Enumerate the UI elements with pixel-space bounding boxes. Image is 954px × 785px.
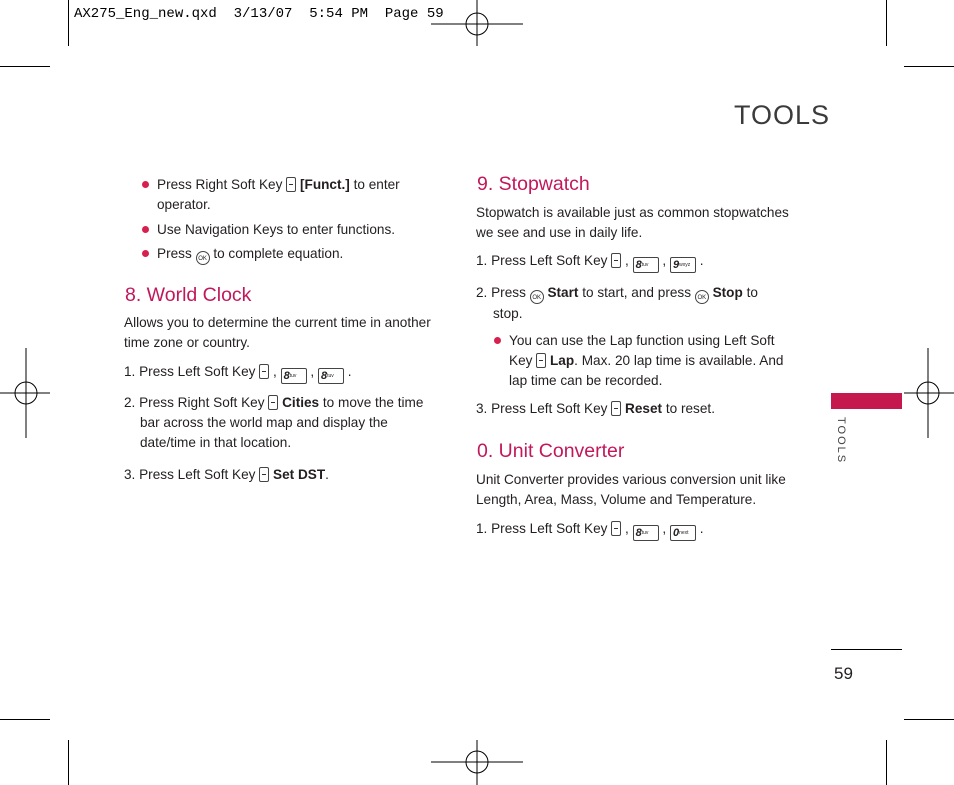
print-slug: AX275_Eng_new.qxd 3/13/07 5:54 PM Page 59: [74, 6, 444, 22]
page-number: 59: [834, 664, 853, 683]
text: to reset.: [665, 401, 715, 416]
text: to enter: [353, 177, 400, 192]
text-bold: Lap: [550, 353, 575, 368]
text: 2. Press: [476, 285, 526, 300]
bullet-nav: Use Navigation Keys to enter functions.: [157, 222, 396, 237]
registration-mark-icon: [0, 348, 50, 438]
text: to: [746, 285, 758, 300]
ok-key-icon: OK: [530, 290, 544, 304]
crop-mark: [886, 0, 887, 46]
heading-unit-converter: 0. Unit Converter: [477, 440, 625, 462]
key-9-icon: 9wxyz: [670, 257, 696, 273]
text: .: [325, 467, 329, 482]
bullet-icon: [494, 337, 501, 344]
text: date/time in that location.: [140, 435, 292, 450]
text-bold: Stop: [712, 285, 743, 300]
text: to complete equation.: [213, 246, 344, 261]
page-title: TOOLS: [733, 100, 830, 130]
text: 3. Press Left Soft Key: [124, 467, 256, 482]
stopwatch-step1: 1. Press Left Soft Key , 8tuv , 9wxyz .: [476, 253, 704, 271]
unit-converter-step1: 1. Press Left Soft Key , 8tuv , 0next .: [476, 521, 704, 539]
crop-mark: [886, 740, 887, 785]
bullet-icon: [142, 250, 149, 257]
text: Press Right Soft Key: [157, 177, 283, 192]
world-clock-step2: [124, 393, 423, 453]
key-8-icon: 8tuv: [633, 257, 659, 273]
text-bold: Start: [547, 285, 579, 300]
text: 1. Press Left Soft Key: [476, 521, 608, 536]
key-0-icon: 0next: [670, 525, 696, 541]
text: Key: [509, 353, 533, 368]
page-number-rule: [831, 649, 902, 650]
crop-mark: [904, 719, 954, 720]
bullet-ok: [157, 244, 343, 265]
text: time zone or country.: [124, 335, 250, 350]
crop-mark: [68, 740, 69, 785]
heading-stopwatch: 9. Stopwatch: [477, 173, 590, 195]
crop-mark: [68, 0, 69, 46]
text: 1. Press Left Soft Key: [476, 253, 608, 268]
soft-key-icon: [611, 521, 621, 536]
text: . Max. 20 lap time is available. And: [574, 353, 784, 368]
world-clock-intro: [124, 313, 431, 353]
soft-key-icon: [259, 467, 269, 482]
text: Length, Area, Mass, Volume and Temperature.: [476, 492, 757, 507]
stopwatch-intro: [476, 203, 789, 243]
text: bar across the world map and display the: [140, 415, 388, 430]
ok-key-icon: OK: [196, 251, 210, 265]
section-tab: [831, 393, 902, 409]
stopwatch-step3: [476, 399, 715, 419]
bullet-icon: [142, 181, 149, 188]
text: Stopwatch is available just as common stopwatches: [476, 205, 789, 220]
registration-mark-icon: [431, 0, 523, 46]
text: Unit Converter provides various conversion unit like: [476, 472, 786, 487]
text: You can use the Lap function using Left Soft: [509, 333, 775, 348]
stopwatch-step2: [476, 283, 758, 324]
world-clock-step1: 1. Press Left Soft Key , 8tuv , 8tuv .: [124, 364, 352, 382]
text: to move the time: [322, 395, 424, 410]
stopwatch-lap-note: [509, 331, 783, 391]
soft-key-icon: [286, 177, 296, 192]
key-8-icon: 8tuv: [633, 525, 659, 541]
text: to start, and press: [582, 285, 692, 300]
text-bold: Reset: [625, 401, 663, 416]
text-bold: [Funct.]: [299, 177, 350, 192]
bullet-funct: [157, 175, 400, 215]
text: Allows you to determine the current time in another: [124, 315, 431, 330]
text: we see and use in daily life.: [476, 225, 643, 240]
text: lap time can be recorded.: [509, 373, 663, 388]
side-tab-label: TOOLS: [835, 417, 847, 465]
text-bold: Cities: [282, 395, 320, 410]
unit-converter-intro: [476, 470, 786, 510]
text: operator.: [157, 197, 211, 212]
soft-key-icon: [268, 395, 278, 410]
crop-mark: [0, 719, 50, 720]
text: stop.: [493, 306, 523, 321]
registration-mark-icon: [431, 740, 523, 785]
text: Press: [157, 246, 192, 261]
crop-mark: [0, 66, 50, 67]
soft-key-icon: [259, 364, 269, 379]
text: 2. Press Right Soft Key: [124, 395, 265, 410]
world-clock-step3: [124, 465, 329, 485]
text: 1. Press Left Soft Key: [124, 364, 256, 379]
heading-world-clock: 8. World Clock: [125, 284, 252, 306]
key-8-icon: 8tuv: [281, 368, 307, 384]
crop-mark: [904, 66, 954, 67]
text-bold: Set DST: [273, 467, 326, 482]
soft-key-icon: [611, 401, 621, 416]
key-8-icon: 8tuv: [318, 368, 344, 384]
registration-mark-icon: [904, 348, 954, 438]
soft-key-icon: [611, 253, 621, 268]
ok-key-icon: OK: [695, 290, 709, 304]
text: 3. Press Left Soft Key: [476, 401, 608, 416]
soft-key-icon: [536, 353, 546, 368]
bullet-icon: [142, 226, 149, 233]
